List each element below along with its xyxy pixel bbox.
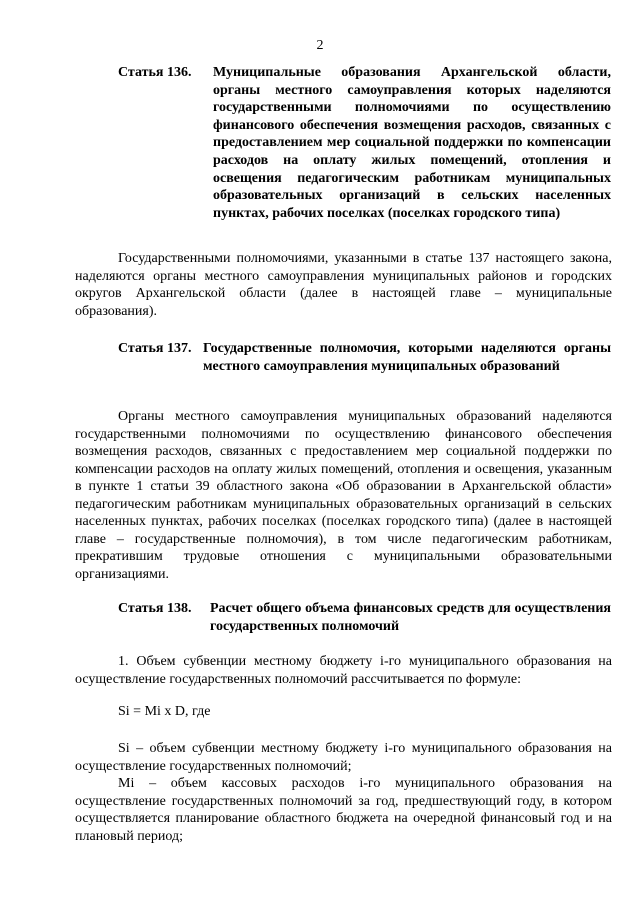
- article-138-title: Расчет общего объема финансовых средств для осуществления государственных полномочий: [210, 601, 611, 634]
- paragraph-5: Mi – объем кассовых расходов i-го муниципального образования на осуществление государственных полномочий за год, предшествующий году, в котором осуществляется планирование областного бюджета на очередной финансовый год и на плановый период;: [75, 776, 612, 844]
- article-136-label: Статья 136.: [118, 65, 192, 80]
- page-number: 2: [316, 38, 324, 53]
- article-136-title: Муниципальные образования Архангельской области, органы местного самоуправления которых наделяются государственными полномочиями по осуществлению финансового обеспечения возмещения расходов, связанных с предоставлением мер социальной поддержки по компенсации расходов на оплату жилых помещений, отопления и освещения педагогическим работникам муниципальных образовательных организаций в сельских населенных пунктах, рабочих поселках (поселках городского типа): [213, 65, 611, 221]
- paragraph-4: Si – объем субвенции местному бюджету i-го муниципального образования на осуществление государственных полномочий;: [75, 741, 612, 774]
- article-136-heading: [118, 64, 612, 222]
- article-137-label: Статья 137.: [118, 341, 192, 356]
- paragraph-3: 1. Объем субвенции местному бюджету i-го муниципального образования на осуществление государственных полномочий рассчитывается по формуле:: [75, 654, 612, 687]
- article-138-heading: [118, 600, 612, 635]
- paragraph-2: Органы местного самоуправления муниципальных образований наделяются государственными полномочиями по осуществлению финансового обеспечения возмещения расходов, связанных с предоставлением мер социальной поддержки по компенсации расходов на оплату жилых помещений, отопления и освещения, указанным в пункте 1 статьи 39 областного закона «Об образовании в Архангельской области» педагогическим работникам муниципальных образовательных организаций в сельских населенных пунктах, рабочих поселках (поселках городского типа) (далее в настоящей главе – государственные полномочия), в том числе педагогическим работникам, прекратившим трудовые отношения с муниципальными образовательными организациями.: [75, 409, 612, 582]
- paragraph-1: Государственными полномочиями, указанными в статье 137 настоящего закона, наделяются органы местного самоуправления муниципальных районов и городских округов Архангельской области (далее в настоящей главе – муниципальные образования).: [75, 251, 612, 319]
- article-137-heading: [118, 340, 612, 375]
- formula: Si = Mi x D, где: [118, 704, 211, 719]
- article-138-label: Статья 138.: [118, 601, 192, 616]
- article-137-title: Государственные полномочия, которыми наделяются органы местного самоуправления муниципальных образований: [203, 341, 611, 374]
